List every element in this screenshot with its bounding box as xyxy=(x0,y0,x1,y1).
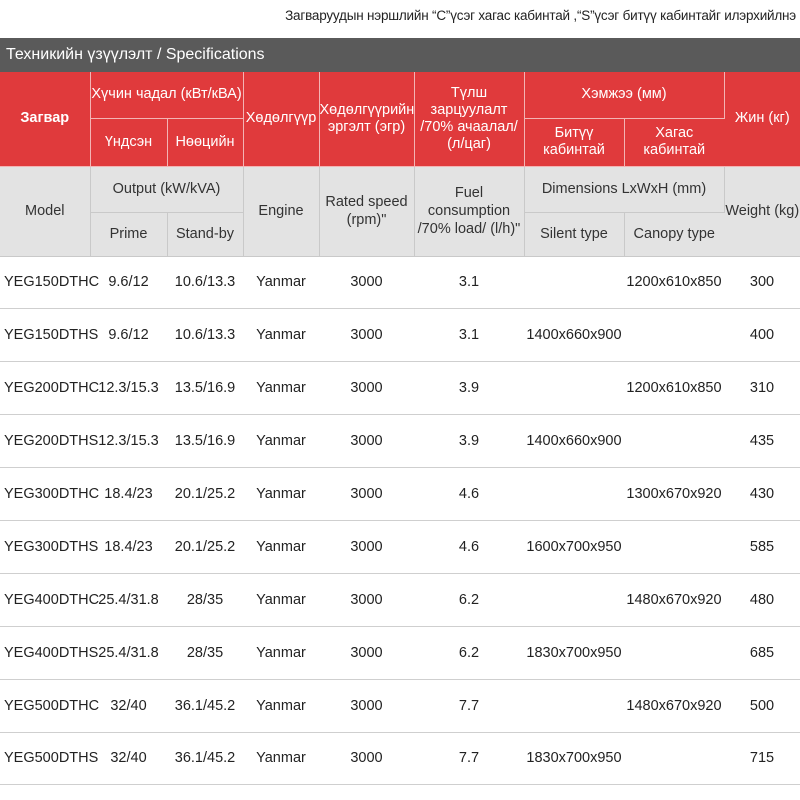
cell-speed: 3000 xyxy=(319,468,414,521)
cell-fuel: 7.7 xyxy=(414,679,524,732)
cell-speed: 3000 xyxy=(319,309,414,362)
cell-silent xyxy=(524,256,624,309)
table-row xyxy=(0,520,800,573)
cell-silent: 1400x660x900 xyxy=(524,415,624,468)
cell-prime: 25.4/31.8 xyxy=(90,573,167,626)
cell-engine: Yanmar xyxy=(243,679,319,732)
cell-canopy: 1300x670x920 xyxy=(624,468,724,521)
cell-weight: 430 xyxy=(724,468,800,521)
naming-note: Загваруудын нэршлийн “C”үсэг хагас кабинтай ,“S”үсэг битүү кабинтайг илэрхийлнэ xyxy=(285,8,796,23)
cell-silent xyxy=(524,468,624,521)
cell-fuel: 4.6 xyxy=(414,520,524,573)
table-row xyxy=(0,626,800,679)
cell-model: YEG200DTHS xyxy=(0,415,90,468)
cell-engine: Yanmar xyxy=(243,415,319,468)
cell-weight: 685 xyxy=(724,626,800,679)
cell-canopy xyxy=(624,732,724,785)
cell-weight: 480 xyxy=(724,573,800,626)
cell-fuel: 4.6 xyxy=(414,468,524,521)
cell-weight: 400 xyxy=(724,309,800,362)
table-row xyxy=(0,468,800,521)
header-fuel-en: Fuel consumption /70% load/ (l/h)" xyxy=(414,166,524,256)
cell-engine: Yanmar xyxy=(243,732,319,785)
header-silent-mn: Битүү кабинтай xyxy=(524,118,624,166)
cell-silent: 1830x700x950 xyxy=(524,626,624,679)
table-title: Техникийн үзүүлэлт / Specifications xyxy=(0,38,800,72)
cell-canopy xyxy=(624,309,724,362)
table-row xyxy=(0,573,800,626)
cell-fuel: 3.1 xyxy=(414,309,524,362)
cell-prime: 12.3/15.3 xyxy=(90,415,167,468)
cell-engine: Yanmar xyxy=(243,309,319,362)
header-model-mn: Загвар xyxy=(0,72,90,166)
header-rated-speed-mn: Хөдөлгүүрийн эргэлт (эгр) xyxy=(319,72,414,166)
cell-prime: 32/40 xyxy=(90,732,167,785)
header-output-mn: Хүчин чадал (кВт/кВА) xyxy=(90,72,243,118)
cell-speed: 3000 xyxy=(319,415,414,468)
cell-model: YEG400DTHC xyxy=(0,573,90,626)
cell-model: YEG150DTHS xyxy=(0,309,90,362)
cell-engine: Yanmar xyxy=(243,573,319,626)
cell-weight: 500 xyxy=(724,679,800,732)
cell-weight: 310 xyxy=(724,362,800,415)
cell-canopy xyxy=(624,415,724,468)
cell-fuel: 7.7 xyxy=(414,732,524,785)
cell-standby: 28/35 xyxy=(167,573,243,626)
specifications-table xyxy=(0,72,800,785)
cell-speed: 3000 xyxy=(319,362,414,415)
header-engine-en: Engine xyxy=(243,166,319,256)
cell-model: YEG500DTHS xyxy=(0,732,90,785)
cell-fuel: 3.9 xyxy=(414,415,524,468)
cell-model: YEG300DTHS xyxy=(0,520,90,573)
cell-speed: 3000 xyxy=(319,732,414,785)
cell-standby: 13.5/16.9 xyxy=(167,415,243,468)
cell-standby: 13.5/16.9 xyxy=(167,362,243,415)
header-output-en: Output (kW/kVA) xyxy=(90,166,243,212)
cell-speed: 3000 xyxy=(319,573,414,626)
header-canopy-en: Canopy type xyxy=(624,212,724,256)
cell-prime: 32/40 xyxy=(90,679,167,732)
cell-standby: 20.1/25.2 xyxy=(167,520,243,573)
cell-standby: 36.1/45.2 xyxy=(167,732,243,785)
header-canopy-mn: Хагас кабинтай xyxy=(624,118,724,166)
cell-engine: Yanmar xyxy=(243,256,319,309)
cell-standby: 10.6/13.3 xyxy=(167,256,243,309)
cell-prime: 9.6/12 xyxy=(90,256,167,309)
cell-engine: Yanmar xyxy=(243,362,319,415)
cell-weight: 715 xyxy=(724,732,800,785)
table-row xyxy=(0,362,800,415)
cell-silent: 1830x700x950 xyxy=(524,732,624,785)
cell-silent xyxy=(524,362,624,415)
table-row xyxy=(0,679,800,732)
table-row xyxy=(0,309,800,362)
header-dimensions-mn: Хэмжээ (мм) xyxy=(524,72,724,118)
header-prime-en: Prime xyxy=(90,212,167,256)
cell-engine: Yanmar xyxy=(243,626,319,679)
cell-silent: 1400x660x900 xyxy=(524,309,624,362)
cell-canopy: 1200x610x850 xyxy=(624,256,724,309)
cell-prime: 25.4/31.8 xyxy=(90,626,167,679)
header-silent-en: Silent type xyxy=(524,212,624,256)
header-standby-mn: Нөөцийн xyxy=(167,118,243,166)
header-row-mn-1 xyxy=(0,72,800,118)
table-row xyxy=(0,415,800,468)
cell-engine: Yanmar xyxy=(243,520,319,573)
header-fuel-mn: Түлш зарцуулалт /70% ачаалал/ (л/цаг) xyxy=(414,72,524,166)
cell-prime: 18.4/23 xyxy=(90,520,167,573)
header-model-en: Model xyxy=(0,166,90,256)
header-engine-mn: Хөдөлгүүр xyxy=(243,72,319,166)
header-rated-speed-en: Rated speed (rpm)" xyxy=(319,166,414,256)
header-weight-en: Weight (kg) xyxy=(724,166,800,256)
cell-model: YEG200DTHC xyxy=(0,362,90,415)
header-row-en-1 xyxy=(0,166,800,212)
cell-prime: 18.4/23 xyxy=(90,468,167,521)
cell-weight: 585 xyxy=(724,520,800,573)
cell-silent xyxy=(524,573,624,626)
cell-silent: 1600x700x950 xyxy=(524,520,624,573)
header-weight-mn: Жин (кг) xyxy=(724,72,800,166)
cell-model: YEG150DTHC xyxy=(0,256,90,309)
cell-model: YEG400DTHS xyxy=(0,626,90,679)
cell-fuel: 6.2 xyxy=(414,626,524,679)
cell-canopy: 1480x670x920 xyxy=(624,573,724,626)
cell-standby: 36.1/45.2 xyxy=(167,679,243,732)
cell-weight: 300 xyxy=(724,256,800,309)
table-row xyxy=(0,732,800,785)
cell-speed: 3000 xyxy=(319,679,414,732)
table-row xyxy=(0,256,800,309)
header-prime-mn: Үндсэн xyxy=(90,118,167,166)
cell-engine: Yanmar xyxy=(243,468,319,521)
cell-standby: 20.1/25.2 xyxy=(167,468,243,521)
cell-canopy: 1200x610x850 xyxy=(624,362,724,415)
cell-prime: 12.3/15.3 xyxy=(90,362,167,415)
header-standby-en: Stand-by xyxy=(167,212,243,256)
cell-fuel: 3.9 xyxy=(414,362,524,415)
cell-weight: 435 xyxy=(724,415,800,468)
cell-fuel: 6.2 xyxy=(414,573,524,626)
header-dimensions-en: Dimensions LxWxH (mm) xyxy=(524,166,724,212)
cell-silent xyxy=(524,679,624,732)
cell-model: YEG300DTHC xyxy=(0,468,90,521)
table-body xyxy=(0,256,800,785)
cell-canopy: 1480x670x920 xyxy=(624,679,724,732)
cell-standby: 10.6/13.3 xyxy=(167,309,243,362)
cell-fuel: 3.1 xyxy=(414,256,524,309)
cell-speed: 3000 xyxy=(319,626,414,679)
cell-prime: 9.6/12 xyxy=(90,309,167,362)
cell-canopy xyxy=(624,520,724,573)
cell-speed: 3000 xyxy=(319,520,414,573)
cell-speed: 3000 xyxy=(319,256,414,309)
cell-model: YEG500DTHC xyxy=(0,679,90,732)
cell-canopy xyxy=(624,626,724,679)
cell-standby: 28/35 xyxy=(167,626,243,679)
